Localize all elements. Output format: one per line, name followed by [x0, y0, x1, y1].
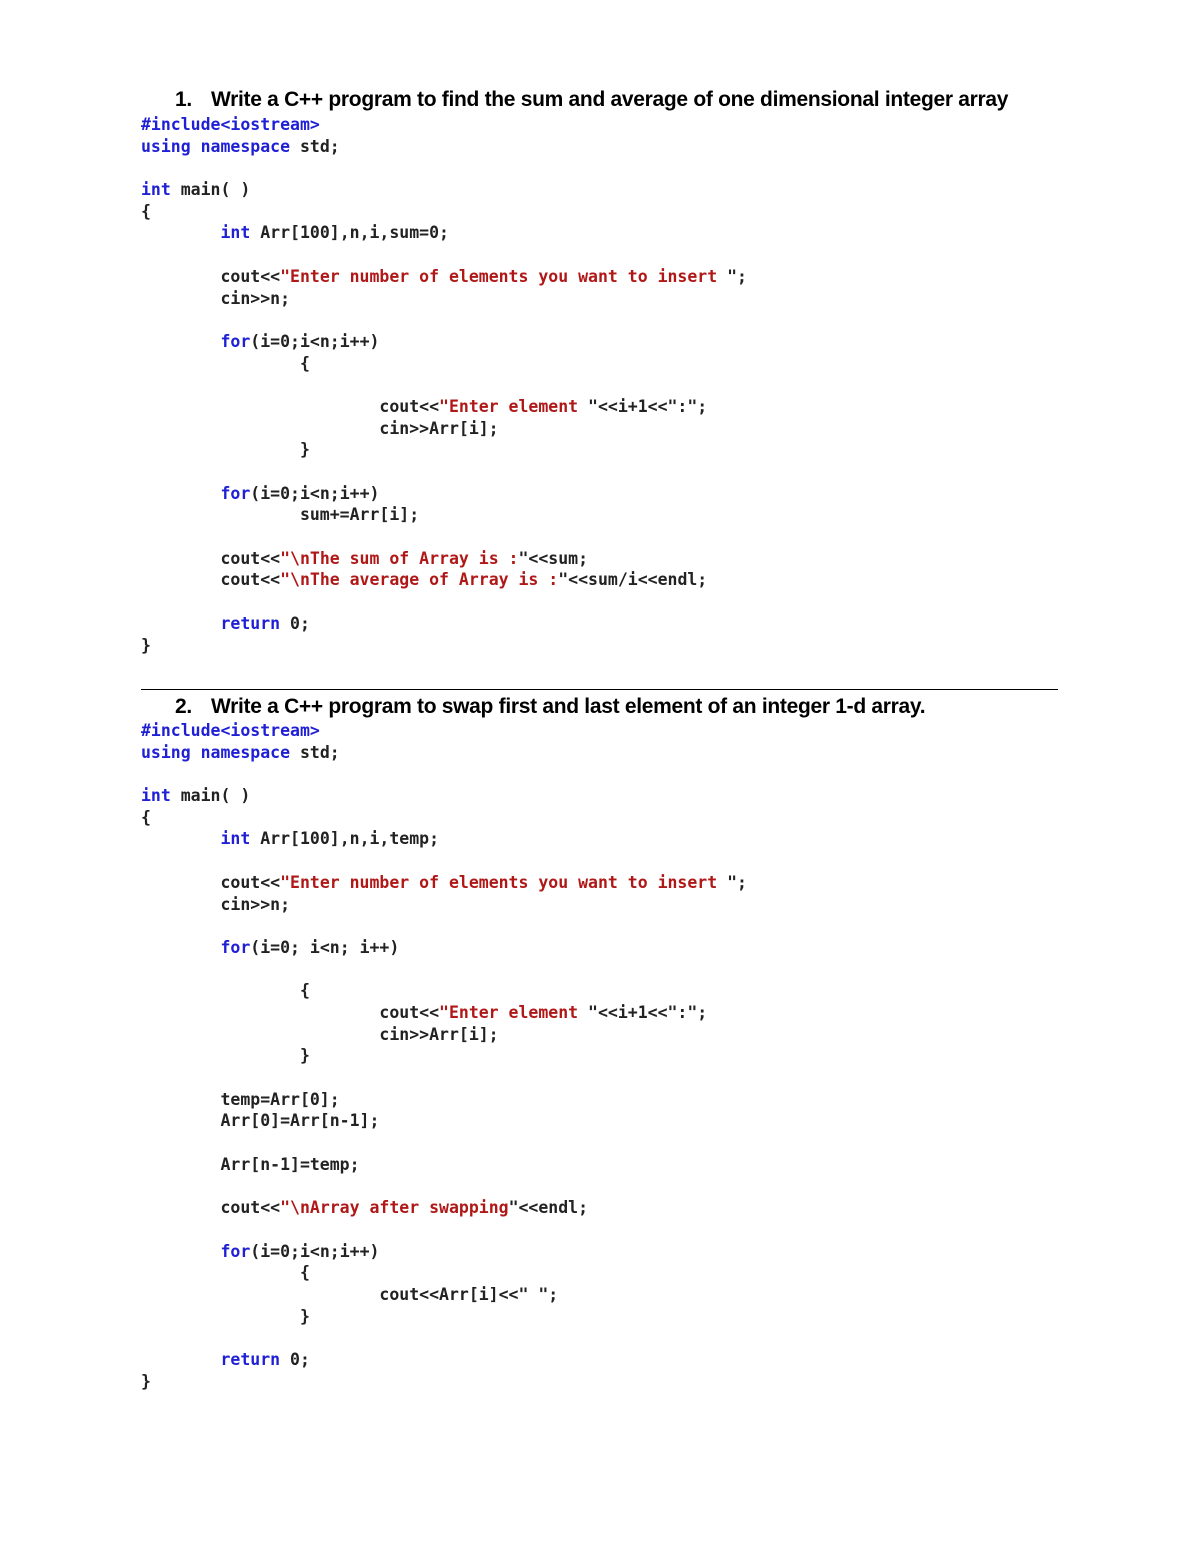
- code-token: [141, 484, 220, 503]
- code-line: [141, 1327, 747, 1349]
- question-2-title: Write a C++ program to swap first and last element of an integer 1-d array.: [211, 695, 926, 718]
- code-token: cout<<: [141, 266, 281, 286]
- code-line: [141, 1306, 747, 1328]
- code-token: "<<endl;: [508, 1198, 589, 1218]
- code-token: 0;: [280, 1349, 310, 1369]
- code-keyword: int: [141, 786, 171, 806]
- code-token: cin>>Arr[i];: [141, 418, 499, 438]
- code-token: main( ): [170, 180, 251, 200]
- code-line: [141, 201, 747, 223]
- code-token: {: [141, 1263, 310, 1283]
- code-token: Arr[0]=Arr[n-1];: [141, 1111, 380, 1131]
- code-line: [141, 396, 747, 418]
- code-string: "Enter number of elements you want to insert: [280, 872, 728, 892]
- code-keyword: for: [220, 937, 251, 957]
- code-keyword: using namespace: [141, 136, 291, 156]
- code-line: [141, 635, 747, 657]
- code-keyword: #include<iostream>: [141, 721, 320, 740]
- code-line: [141, 114, 747, 136]
- code-line: [141, 266, 747, 288]
- code-token: {: [141, 981, 310, 1001]
- code-token: std;: [290, 136, 340, 156]
- code-keyword: for: [220, 483, 251, 503]
- question-2-number: 2.: [175, 695, 192, 718]
- code-string: "Enter number of elements you want to insert: [280, 266, 728, 286]
- code-token: {: [141, 201, 151, 221]
- code-token: [141, 223, 220, 242]
- code-line: [141, 1045, 747, 1067]
- code-token: }: [141, 1371, 151, 1391]
- code-token: cout<<: [141, 570, 281, 590]
- code-line: [141, 483, 747, 505]
- code-line: [141, 331, 747, 353]
- code-line: [141, 1110, 747, 1132]
- code-token: "<<i+1<<":";: [588, 396, 708, 416]
- code-line: [141, 720, 747, 742]
- code-token: }: [141, 1306, 310, 1326]
- code-token: cin>>Arr[i];: [141, 1024, 499, 1044]
- code-token: "<<sum/i<<endl;: [558, 570, 708, 590]
- code-token: [141, 1350, 220, 1369]
- question-1-title: Write a C++ program to find the sum and average of one dimensional integer array: [211, 88, 1009, 111]
- question-1-number: 1.: [175, 88, 192, 111]
- code-line: [141, 439, 747, 461]
- code-token: cout<<: [141, 396, 440, 416]
- code-token: 0;: [280, 613, 310, 633]
- code-line: [141, 136, 747, 158]
- code-keyword: return: [220, 1349, 281, 1369]
- code-line: [141, 894, 747, 916]
- code-string: "\nArray after swapping: [280, 1198, 509, 1218]
- code-line: [141, 1002, 747, 1024]
- code-line: [141, 1241, 747, 1263]
- code-line: [141, 785, 747, 807]
- code-line: [141, 504, 747, 526]
- code-string: "\nThe sum of Array is :: [280, 548, 519, 568]
- code-string: "\nThe average of Array is :: [280, 570, 559, 590]
- code-token: cout<<: [141, 1198, 281, 1218]
- code-token: cout<<: [141, 872, 281, 892]
- code-line: [141, 959, 747, 981]
- code-line: [141, 872, 747, 894]
- code-token: [141, 829, 220, 848]
- code-line: [141, 157, 747, 179]
- code-token: std;: [290, 742, 340, 762]
- code-string: "Enter element: [439, 1002, 589, 1022]
- code-token: }: [141, 1046, 310, 1066]
- code-token: (i=0;i<n;i++): [250, 483, 380, 503]
- code-keyword: for: [220, 331, 251, 351]
- code-line: [141, 828, 747, 850]
- code-token: [141, 938, 220, 957]
- code-token: main( ): [170, 786, 251, 806]
- code-keyword: for: [220, 1241, 251, 1261]
- code-token: }: [141, 635, 151, 655]
- code-token: cin>>n;: [141, 894, 291, 914]
- code-token: Arr[100],n,i,temp;: [250, 829, 440, 849]
- code-keyword: int: [220, 829, 251, 849]
- code-line: [141, 288, 747, 310]
- code-line: [141, 591, 747, 613]
- code-token: [141, 332, 220, 351]
- code-token: " ";: [518, 1284, 559, 1304]
- code-token: ";: [727, 266, 747, 286]
- code-line: [141, 1197, 747, 1219]
- code-token: (i=0;i<n;i++): [250, 1241, 380, 1261]
- question-2-heading: [175, 695, 925, 719]
- code-token: cout<<: [141, 548, 281, 568]
- code-token: cin>>n;: [141, 288, 291, 308]
- code-line: [141, 850, 747, 872]
- code-line: [141, 309, 747, 331]
- code-line: [141, 569, 747, 591]
- code-keyword: #include<iostream>: [141, 115, 320, 134]
- code-token: [141, 614, 220, 633]
- code-line: [141, 526, 747, 548]
- code-token: temp=Arr[0];: [141, 1089, 340, 1109]
- code-line: [141, 763, 747, 785]
- question-2-code-block: [141, 720, 747, 1392]
- question-1-code-block: [141, 114, 747, 656]
- code-line: [141, 1349, 747, 1371]
- code-token: cout<<Arr[i]<<: [141, 1284, 519, 1304]
- code-line: [141, 980, 747, 1002]
- code-line: [141, 1067, 747, 1089]
- code-line: [141, 613, 747, 635]
- code-keyword: int: [220, 223, 251, 243]
- code-keyword: return: [220, 613, 281, 633]
- code-token: (i=0;i<n;i++): [250, 331, 380, 351]
- code-token: "<<sum;: [518, 548, 589, 568]
- code-line: [141, 548, 747, 570]
- code-line: [141, 1262, 747, 1284]
- code-line: [141, 1219, 747, 1241]
- code-line: [141, 353, 747, 375]
- code-token: {: [141, 353, 310, 373]
- code-line: [141, 807, 747, 829]
- code-token: cout<<: [141, 1002, 440, 1022]
- code-line: [141, 1024, 747, 1046]
- code-line: [141, 179, 747, 201]
- code-line: [141, 1089, 747, 1111]
- code-line: [141, 1284, 747, 1306]
- code-line: [141, 222, 747, 244]
- code-token: sum+=Arr[i];: [141, 505, 420, 525]
- code-token: "<<i+1<<":";: [588, 1002, 708, 1022]
- code-line: [141, 742, 747, 764]
- code-line: [141, 1175, 747, 1197]
- code-token: }: [141, 440, 310, 460]
- code-string: "Enter element: [439, 396, 589, 416]
- code-line: [141, 461, 747, 483]
- code-line: [141, 418, 747, 440]
- code-line: [141, 1371, 747, 1393]
- code-line: [141, 915, 747, 937]
- code-token: ";: [727, 872, 747, 892]
- question-1-heading: [175, 88, 1008, 112]
- code-token: {: [141, 807, 151, 827]
- code-line: [141, 1154, 747, 1176]
- code-token: Arr[n-1]=temp;: [141, 1154, 360, 1174]
- code-token: (i=0; i<n; i++): [250, 937, 400, 957]
- section-divider: [141, 689, 1058, 690]
- code-line: [141, 1132, 747, 1154]
- code-keyword: using namespace: [141, 742, 291, 762]
- code-line: [141, 374, 747, 396]
- code-line: [141, 937, 747, 959]
- code-token: Arr[100],n,i,sum=0;: [250, 223, 449, 243]
- code-keyword: int: [141, 180, 171, 200]
- code-token: [141, 1242, 220, 1261]
- code-line: [141, 244, 747, 266]
